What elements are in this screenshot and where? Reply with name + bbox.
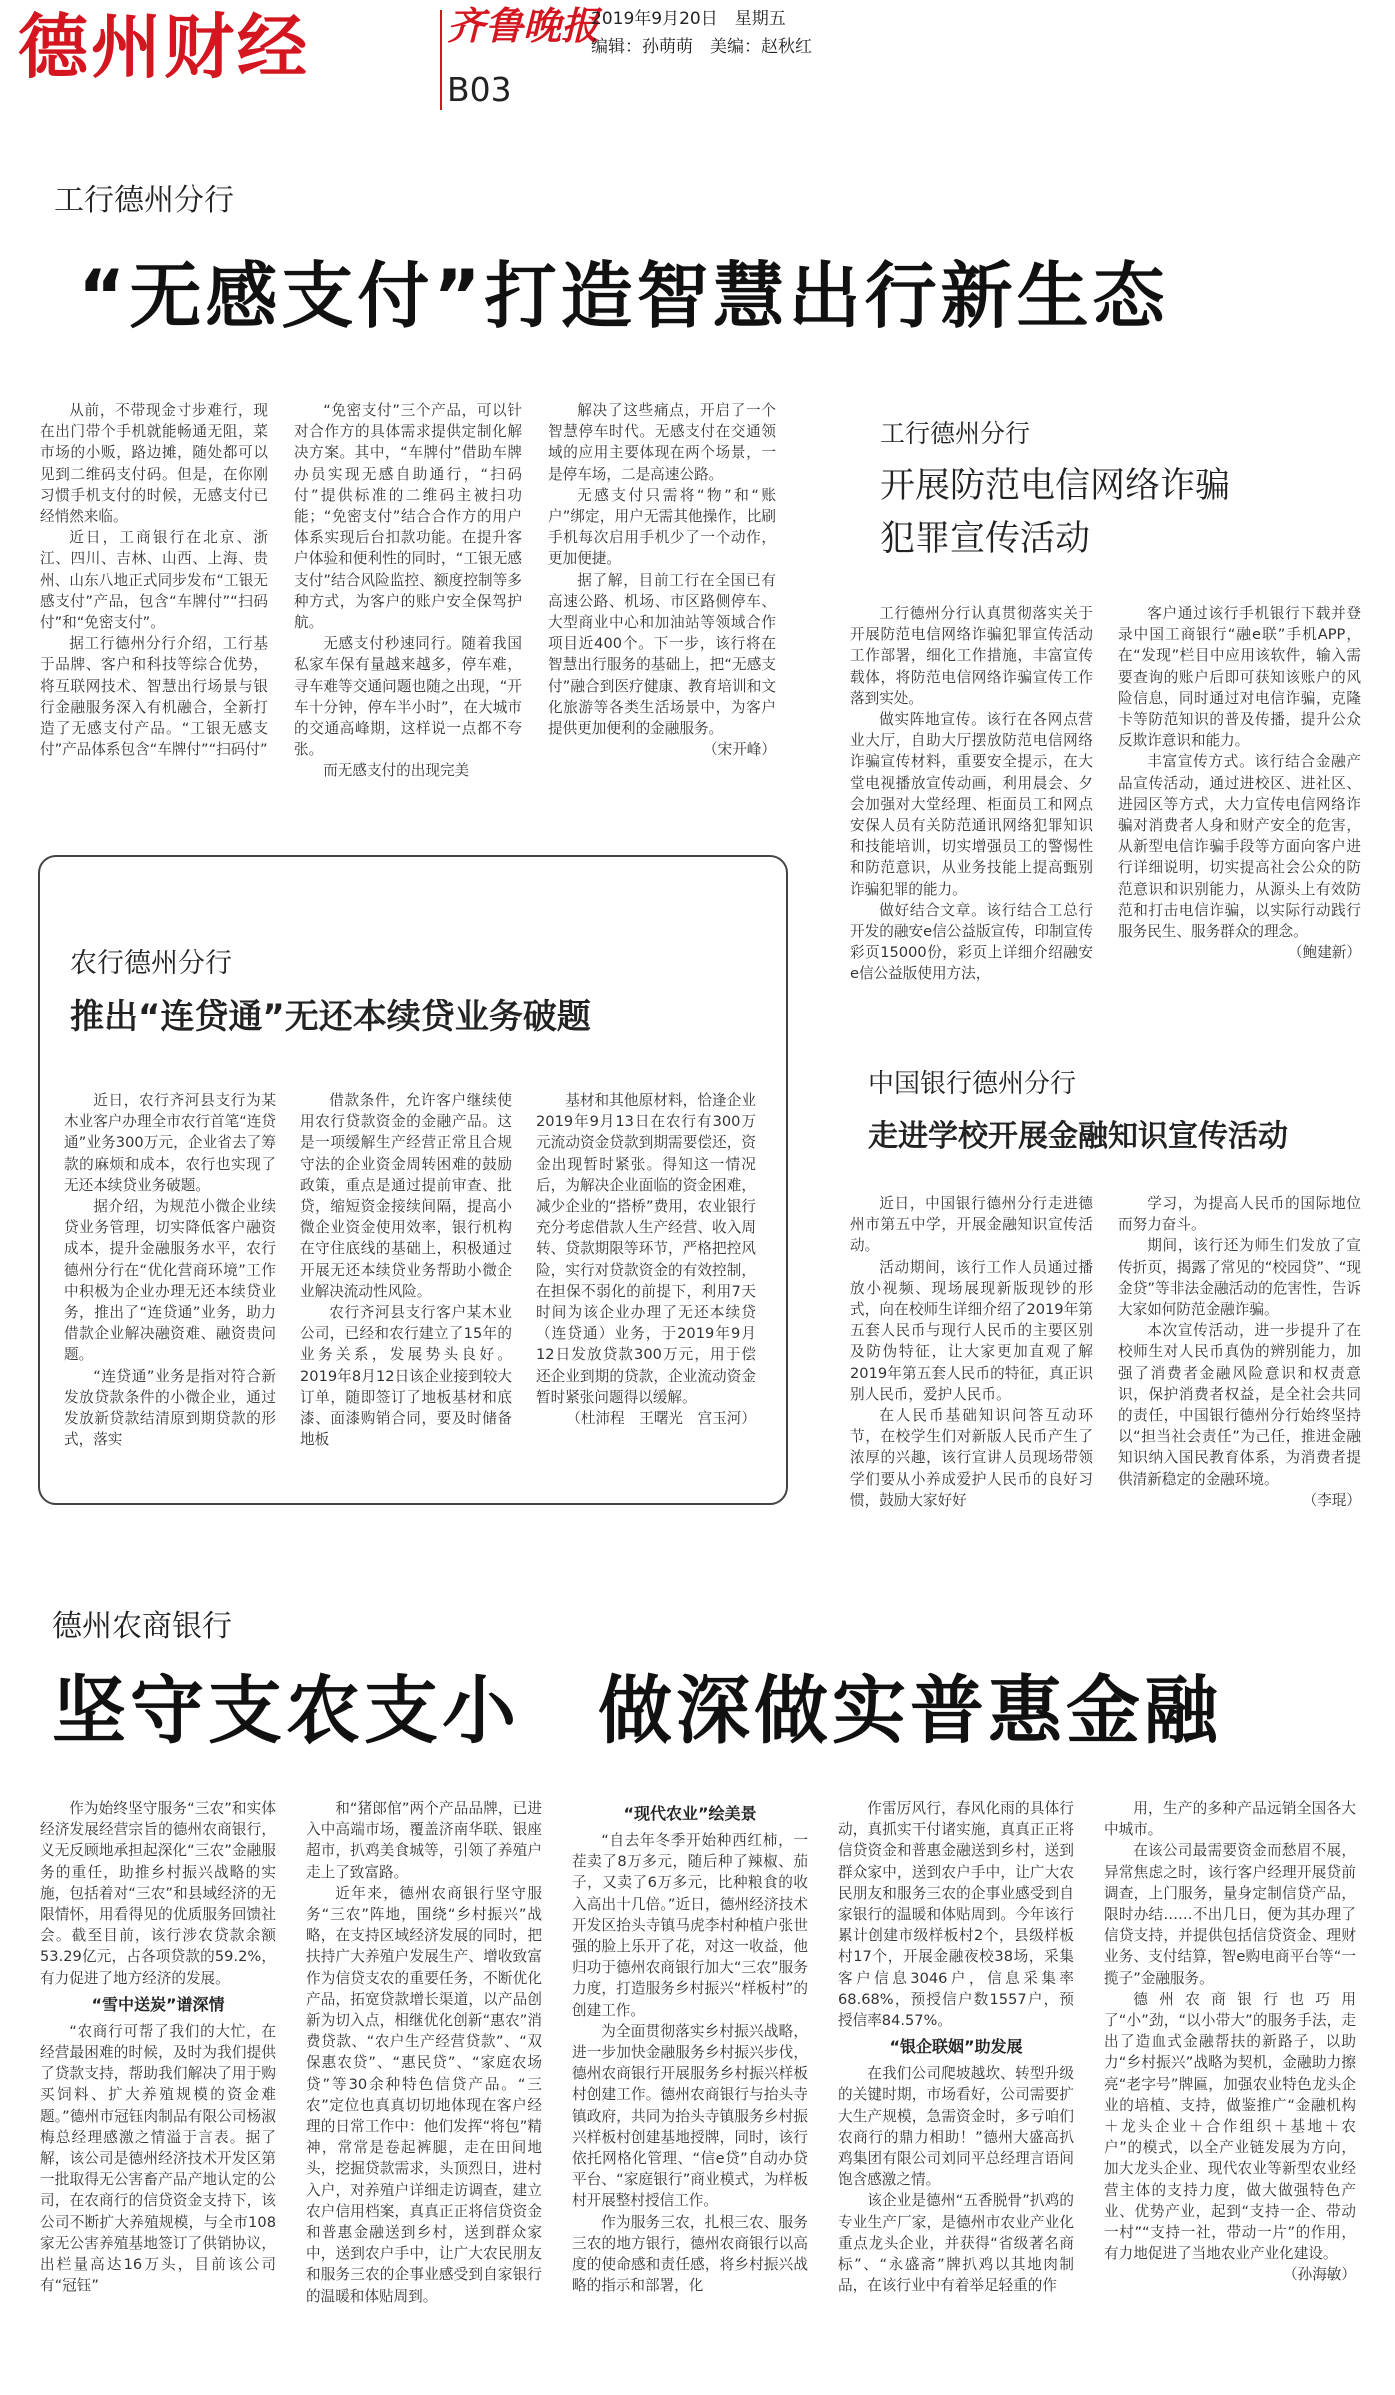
art5-headline: 坚守支农支小 做深做实普惠金融 — [52, 1668, 1222, 1754]
issue-date: 2019年9月20日 星期五 — [591, 9, 786, 29]
art5-col4: 作雷厉风行，春风化雨的具体行动，真抓实干付诸实施，真真正正将信贷资金和普惠金融送到乡村，送到群众家中，送到农户手中，让广大农民朋友和服务三农的企事业感受到自家银行的温暖和体贴周到。今年该行累计创建市级样板村2个，县级样板村17个，开展金融夜校38场，采集客户信息3046户，信息采集率68.68%，预授信户数1557户，预授信率84.57%。 “银企联姻”助发展 在我们公司爬坡越坎、转型升级的关键时期，市场看好，公司需要扩大生产规模，急需资金时，多亏咱们农商行的鼎力相助！”德州大盛高扒鸡集团有限公司刘同平总经理言语间饱含感激之情。 该企业是德州“五香脱骨”扒鸡的专业生产厂家，是德州市农业产业化重点龙头企业，并获得“省级著名商标”、“永盛斋”牌扒鸡以其地肉制品，在该行业中有着举足轻重的作 — [838, 1800, 1074, 2295]
art2-headline-2: 犯罪宣传活动 — [880, 519, 1091, 559]
page-number: B03 — [447, 70, 512, 109]
art4-col1: 近日，中国银行德州分行走进德州市第五中学，开展金融知识宣传活动。 活动期间，该行工作人员通过播放小视频、现场展现新版现钞的形式，向在校师生详细介绍了2019年第五套人民币与现行人民币的主要区别及防伪特征，让大家更加直观了解2019年第五套人民币的特征，真正识别人民币，爱护人民币。 在人民币基础知识问答互动环节，在校学生们对新版人民币产生了浓厚的兴趣，该行宣讲人员现场带领学们要从小养成爱护人民币的良好习惯，鼓励大家好好 — [850, 1195, 1093, 1509]
art4-signature: （李琨） — [1302, 1491, 1361, 1509]
art2-col2: 客户通过该行手机银行下载并登录中国工商银行“融e联”手机APP，在“发现”栏目中应用该软件，输入需要查询的账户后即可获知该账户的风险信息，同时通过对电信诈骗，克隆卡等防范知识的普及传播，提升公众反欺诈意识和能力。 丰富宣传方式。该行结合金融产品宣传活动，通过进校区、进社区、进园区等方式，大力宣传电信网络诈骗对消费者人身和财产安全的危害，从新型电信诈骗手段等方面向客户进行详细说明，切实提高社会公众的防范意识和识别能力，从源头上有效防范和打击电信诈骗，以实际行动践行服务民生、服务群众的理念。 （鲍建新） — [1118, 603, 1361, 1003]
art1-headline: “无感支付”打造智慧出行新生态 — [78, 254, 1169, 338]
art5-subhead-1: “雪中送炭”谱深情 — [91, 1994, 225, 2014]
art1-col3: 解决了这些痛点，开启了一个智慧停车时代。无感支付在交通领域的应用主要体现在两个场景，一是停车场，二是高速公路。 无感支付只需将“物”和“账户”绑定，用户无需其他操作，比刷手机每次启用手机少了一个动作，更加便捷。 据了解，目前工行在全国已有高速公路、机场、市区路侧停车、大型商业中心和加油站等领域合作项目近400个。下一步，该行将在智慧出行服务的基础上，把“无感支付”融合到医疗健康、教育培训和文化旅游等各类生活场景中，为客户提供更加便利的金融服务。 （宋开峰） — [548, 400, 776, 830]
art2-col1: 工行德州分行认真贯彻落实关于开展防范电信网络诈骗犯罪宣传活动工作部署，细化工作措施，丰富宣传载体，将防范电信网络诈骗宣传工作落到实处。 做实阵地宣传。该行在各网点营业大厅，自助大厅摆放防范电信网络诈骗宣传材料，重要安全提示，在大堂电视播放宣传动画，利用晨会、夕会加强对大堂经理、柜面员工和网点安保人员有关防范通讯网络犯罪知识和技能培训，切实增强员工的警惕性和防范意识，从业务技能上提高甄别诈骗犯罪的能力。 做好结合文章。该行结合工总行开发的融安e信公益版宣传，印制宣传彩页15000份，彩页上详细介绍融安e信公益版使用方法， — [850, 605, 1093, 983]
masthead-title: 德州财经 — [18, 6, 310, 88]
art5-signature: （孙海敏） — [1283, 2266, 1356, 2284]
art3-col2: 借款条件，允许客户继续使用农行贷款资金的金融产品。这是一项缓解生产经营正常且合规守法的企业资金周转困难的鼓励政策，重点是通过提前审查、批贷，缩短资金接续间隔，提高小微企业资金使用效率，银行机构在守住底线的基础上，积极通过开展无还本续贷业务帮助小微企业解决流动性风险。 农行齐河县支行客户某木业公司，已经和农行建立了15年的业务关系，发展势头良好。2019年8月12日该企业接到较大订单，随即签订了地板基材和底漆、面漆购销合同，要及时储备地板 — [300, 1092, 512, 1449]
art3-col3: 基材和其他原材料，恰逢企业2019年9月13日在农行有300万元流动资金贷款到期需要偿还，资金出现暂时紧张。得知这一情况后，为解决企业面临的资金困难，减少企业的“搭桥”费用，农业银行充分考虑借款人生产经营、收入周转、贷款期限等环节，严格把控风险，实行对贷款资金的有效控制，在担保不弱化的前提下，利用7天时间为该企业办理了无还本续贷（连贷通）业务，于2019年9月12日发放贷款300万元，用于偿还企业到期的贷款，企业流动资金暂时紧张问题得以缓解。 （杜沛程 王曙光 宫玉河） — [536, 1090, 756, 1495]
art2-signature: （鲍建新） — [1288, 944, 1361, 962]
art5-col1: 作为始终坚守服务“三农”和实体经济发展经营宗旨的德州农商银行，义无反顾地承担起深化“三农”金融服务的重任，助推乡村振兴战略的实施，包括着对“三农”和县域经济的无限情怀，用看得见的优质服务回馈社会。截至目前，该行涉农贷款余额53.29亿元，占各项贷款的59.2%，有力促进了地方经济的发展。 “雪中送炭”谱深情 “农商行可帮了我们的大忙，在经营最困难的时候，及时为我们提供了贷款支持，帮助我们解决了用于购买饲料、扩大养殖规模的资金难题。”德州市冠钰肉制品有限公司杨淑梅总经理感激之情溢于言表。据了解，该公司是德州经济技术开发区第一批取得无公害畜产品产地认定的公司，在农商行的信贷资金支持下，该公司不断扩大养殖规模，与全市108家无公害养殖基地签订了供销协议，出栏量高达16万头，目前该公司有“冠钰” — [40, 1800, 276, 2295]
art4-section: 中国银行德州分行 — [868, 1069, 1077, 1099]
art5-subhead-2: “现代农业”绘美景 — [623, 1804, 757, 1823]
art5-col3: “现代农业”绘美景 “自去年冬季开始种西红柿，一茬卖了8万多元，随后种了辣椒、茄子，又卖了6万多元，比种粮食的收入高出十几倍。”近日，德州经济技术开发区抬头寺镇马虎李村种植户张世强的脸上乐开了花，对这一收益，他归功于德州农商银行加大“三农”服务力度，打造服务乡村振兴“样板村”的创建工作。 为全面贯彻落实乡村振兴战略，进一步加快金融服务乡村振兴步伐，德州农商银行开展服务乡村振兴样板村创建工作。德州农商银行与抬头寺镇政府，共同为抬头寺镇服务乡村振兴样板村创建基地授牌，同时，该行依托网格化管理、“信e贷”自动办贷平台、“家庭银行”商业模式，为样板村开展整村授信工作。 作为服务三农，扎根三农、服务三农的地方银行，德州农商银行以高度的使命感和责任感，将乡村振兴战略的指示和部署，化 — [572, 1798, 808, 2383]
art2-headline-1: 开展防范电信网络诈骗 — [880, 466, 1231, 506]
art4-col2: 学习，为提高人民币的国际地位而努力奋斗。 期间，该行还为师生们发放了宣传折页，揭露了常见的“校园贷”、“现金贷”等非法金融活动的危害性，告诉大家如何防范金融诈骗。 本次宣传活动，进一步提升了在校师生对人民币真伪的辨别能力，加强了消费者金融风险意识和权责意识，保护消费者权益，是全社会共同的责任，中国银行德州分行始终坚持以“担当社会责任”为己任，推进金融知识纳入国民教育体系，为消费者提供清新稳定的金融环境。 （李琨） — [1118, 1193, 1361, 1533]
header-divider — [440, 10, 442, 110]
art1-signature: （宋开峰） — [703, 741, 776, 759]
editors-line: 编辑：孙萌萌 美编：赵秋红 — [591, 37, 812, 57]
art5-col2: 和“猪郎倌”两个产品品牌，已进入中高端市场，覆盖济南华联、银座超市，扒鸡美食城等，引领了养殖户走上了致富路。 近年来，德州农商银行坚守服务“三农”阵地，围绕“乡村振兴”战略，在支持区域经济发展的同时，把扶持广大养殖户发展生产、增收致富作为信贷支农的重要任务，不断优化产品，拓宽贷款增长渠道，以产品创新为切入点，相继优化创新“惠农”消费贷款、“农户生产经营贷款”、“双保惠农贷”、“惠民贷”、“家庭农场贷”等30余种特色信贷产品。“三农”定位也真真切切地体现在客户经理的日常工作中：他们发挥“将包”精神，常常是卷起裤腿，走在田间地头，挖掘贷款需求，头顶烈日，进村入户，对养殖户详细走访调查，建立农户信用档案，真真正正将信贷资金和普惠金融送到乡村，送到群众家中，送到农户手中，让广大农民朋友和服务三农的企事业感受到自家银行的温暖和体贴周到。 — [306, 1800, 542, 2305]
art5-col5: 用，生产的多种产品远销全国各大中城市。 在该公司最需要资金而愁眉不展，异常焦虑之时，该行客户经理开展贷前调查，上门服务，量身定制信贷产品，限时办结……不出几日，便为其办理了信贷支持，并提供包括信贷资金、理财业务、支付结算，智e购电商平台等“一揽子”金融服务。 德州农商银行也巧用了“小”劲，“以小带大”的服务手法，走出了造血式金融帮扶的新路子，以助力“乡村振兴”战略为契机，金融助力擦亮“老字号”牌匾，加强农业特色龙头企业的培植、支持，做鉴推广“金融机构＋龙头企业＋合作组织＋基地＋农户”的模式，以全产业链发展为方向，加大龙头企业、现代农业等新型农业经营主体的支持力度，做大做强特色产业、优势产业，起到“支持一企、带动一村”“支持一社，带动一片”的作用，有力地促进了当地农业产业化建设。 （孙海敏） — [1104, 1798, 1356, 2383]
art5-section: 德州农商银行 — [52, 1609, 232, 1644]
art3-section: 农行德州分行 — [70, 948, 232, 979]
art2-section: 工行德州分行 — [880, 419, 1031, 448]
art5-subhead-3: “银企联姻”助发展 — [889, 2037, 1023, 2057]
art1-section: 工行德州分行 — [54, 183, 234, 218]
art1-col2: “免密支付”三个产品，可以针对合作方的具体需求提供定制化解决方案。其中，“车牌付”借助车牌办员实现无感自助通行，“扫码付”提供标准的二维码主被扫功能；“免密支付”结合合作方的用户体系实现后台扣款功能。在提升客户体验和便利性的同时，“工银无感支付”结合风险监控、额度控制等多种方式，为客户的账户安全保驾护航。 无感支付秒速同行。随着我国私家车保有量越来越多，停车难，寻车难等交通问题也随之出现，“开车十分钟，停车半小时”，在大城市的交通高峰期，这样说一点都不夸张。 而无感支付的出现完美 — [294, 402, 522, 780]
art1-col1: 从前，不带现金寸步难行，现在出门带个手机就能畅通无阻，菜市场的小贩，路边摊，随处都可以见到二维码支付码。但是，在你刚习惯手机支付的时候，无感支付已经悄然来临。 近日，工商银行在北京、浙江、四川、吉林、山西、上海、贵州、山东八地正式同步发布“工银无感支付”产品，包含“车牌付”“扫码付”和“免密支付”。 据工行德州分行介绍，工行基于品牌、客户和科技等综合优势，将互联网技术、智慧出行场景与银行金融服务深入有机融合，全新打造了无感支付产品。“工银无感支付”产品体系包含“车牌付”“扫码付” — [40, 402, 268, 759]
art3-signature: （杜沛程 王曙光 宫玉河） — [566, 1410, 756, 1428]
brand-logo: 齐鲁晚报 — [447, 3, 600, 48]
art3-headline: 推出“连贷通”无还本续贷业务破题 — [70, 997, 591, 1037]
art3-col1: 近日，农行齐河县支行为某木业客户办理全市农行首笔“连贷通”业务300万元，企业省去了筹款的麻烦和成本，农行也实现了无还本续贷业务破题。 据介绍，为规范小微企业续贷业务管理，切实降低客户融资成本，提升金融服务水平，农行德州分行在“优化营商环境”工作中积极为企业办理无还本续贷业务，推出了“连贷通”业务，助力借款企业解决融资难、融资贵问题。 “连贷通”业务是指对符合新发放贷款条件的小微企业，通过发放新贷款结清原到期贷款的形式，落实 — [64, 1092, 276, 1449]
art4-headline: 走进学校开展金融知识宣传活动 — [868, 1119, 1288, 1154]
